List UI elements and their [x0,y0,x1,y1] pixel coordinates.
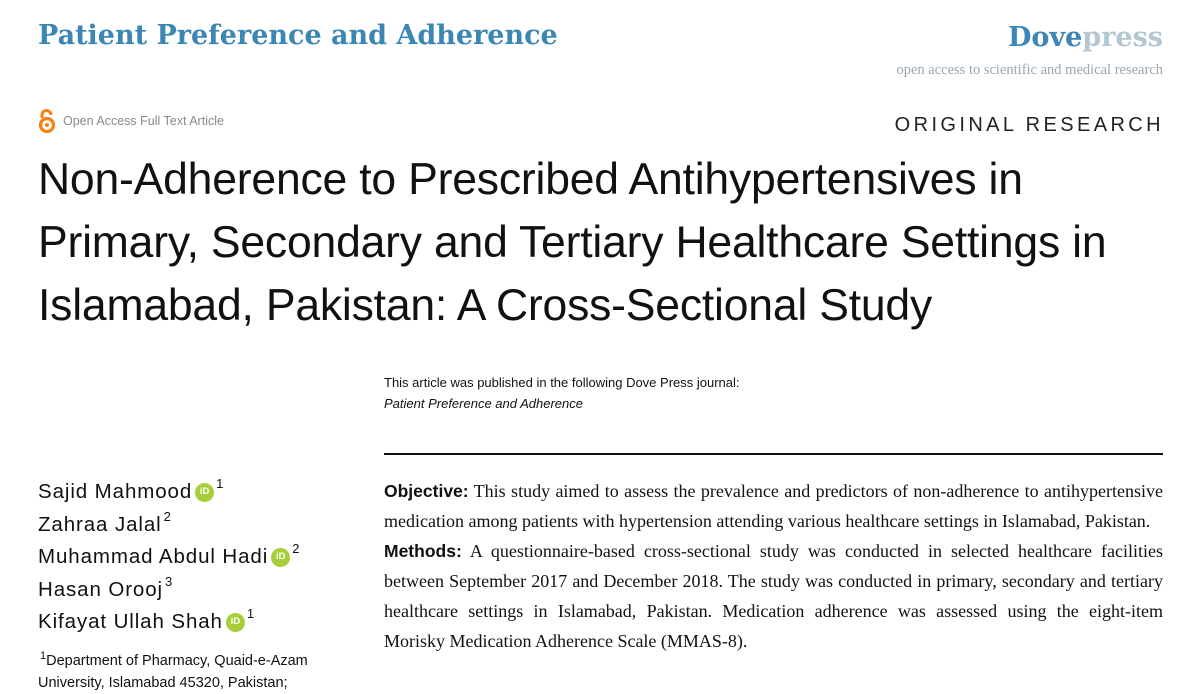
author-affiliation-ref: 2 [163,508,171,524]
methods-text: A questionnaire-based cross-sectional study was conducted in selected healthcare facilities between September 2017 and December 2018. The study was conducted in primary, secondary and tertiary healthcare settings in Islamabad, Pakistan. Medication adherence was assessed using the eight-item Morisky Medication Adherence Scale (MMAS-8). [384,541,1163,651]
abstract-methods [384,536,1163,656]
author-affiliation-ref: 2 [292,541,300,556]
open-access-icon [37,108,57,134]
author-name: Zahraa Jalal [38,512,162,536]
publisher-tagline: open access to scientific and medical research [896,62,1163,78]
author-item [38,606,299,639]
abstract-divider [384,453,1163,455]
abstract-objective [384,476,1163,536]
objective-text: This study aimed to assess the prevalence and predictors of non-adherence to antihypertensive medication among patients with hypertension attending various healthcare settings in Islamabad, Pakistan. [384,481,1163,531]
orcid-icon[interactable]: iD [226,613,245,632]
author-name: Hasan Orooj [38,577,163,601]
publisher-logo [1008,22,1163,53]
orcid-icon[interactable]: iD [195,483,214,502]
author-affiliation-ref: 1 [246,606,255,621]
objective-label: Objective: [384,481,469,501]
publication-note [384,372,740,414]
abstract [384,476,1163,656]
author-list [38,476,299,639]
author-affiliation-ref: 1 [216,476,224,491]
author-affiliation-ref: 3 [164,573,173,589]
author-name: Sajid Mahmood [38,480,193,503]
methods-label: Methods: [384,541,462,561]
author-name: Kifayat Ullah Shah [38,610,223,633]
open-access-label: Open Access Full Text Article [63,114,224,128]
article-title: Non-Adherence to Prescribed Antihypertensives in Primary, Secondary and Tertiary Healthcare Settings in Islamabad, Pakistan: A Cross-Sectional Study [38,155,1107,330]
affiliation-number: 1 [40,650,47,662]
author-name: Muhammad Abdul Hadi [38,545,269,568]
publisher-logo-part2: press [1082,22,1163,53]
publisher-logo-part1: Dove [1008,22,1083,53]
article-type: ORIGINAL RESEARCH [894,114,1164,136]
author-item [38,509,299,542]
affiliation [38,651,358,694]
open-access-badge [37,108,224,134]
publication-note-text: This article was published in the following Dove Press journal: [384,375,740,390]
orcid-icon[interactable]: iD [271,548,290,567]
author-item [38,574,299,607]
publication-journal: Patient Preference and Adherence [384,396,583,411]
journal-title: Patient Preference and Adherence [38,20,558,51]
affiliation-text: Department of Pharmacy, Quaid-e-Azam University, Islamabad 45320, Pakistan; [38,653,308,691]
